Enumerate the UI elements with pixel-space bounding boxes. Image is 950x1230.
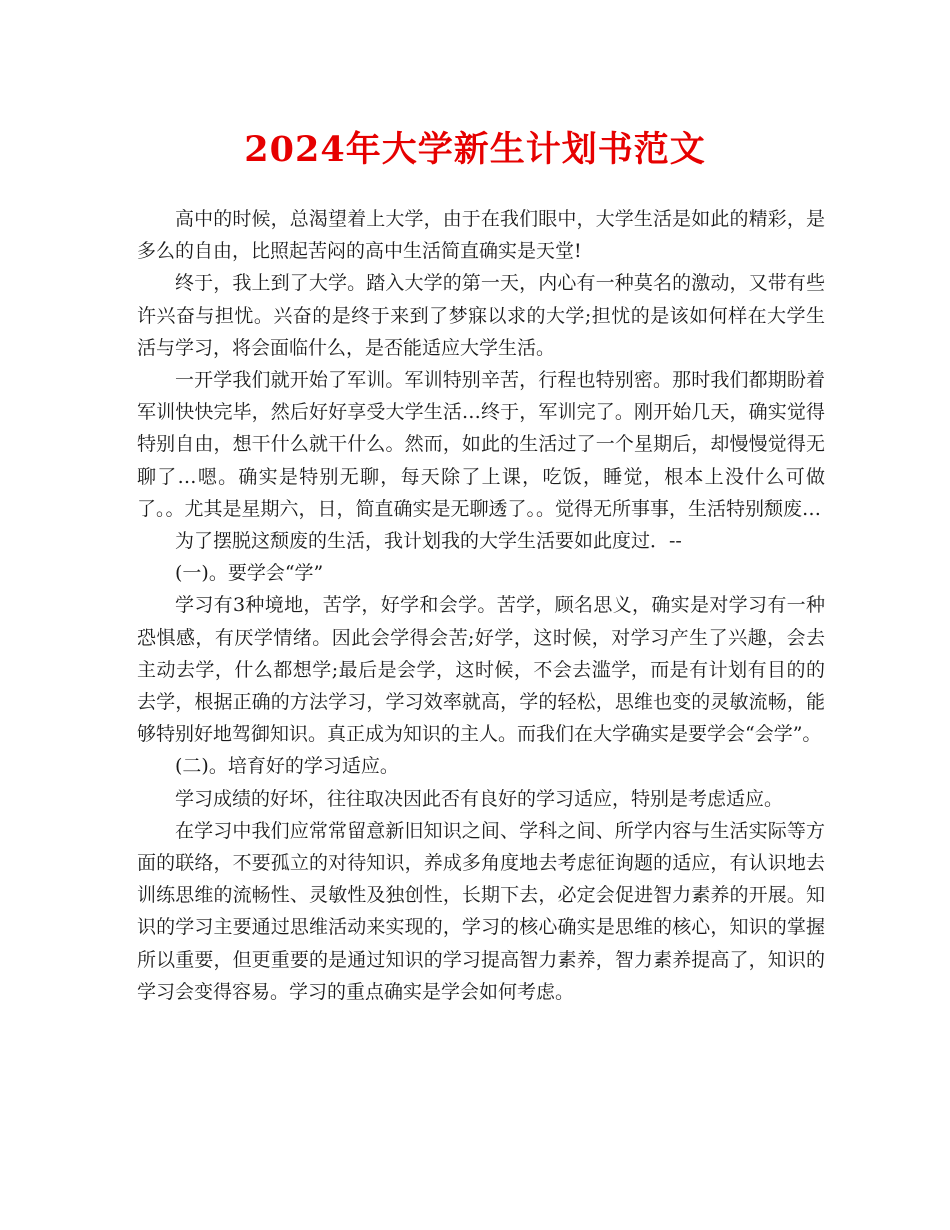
paragraph: 终于，我上到了大学。踏入大学的第一天，内心有一种莫名的激动，又带有些许兴奋与担忧。兴奋的是终于来到了梦寐以求的大学;担忧的是该如何样在大学生活与学习，将会面临什么，是否能适应大学生活。 <box>137 272 825 359</box>
section-heading: (二)。培育好的学习适应。 <box>175 755 399 778</box>
paragraph: 一开学我们就开始了军训。军训特别辛苦，行程也特别密。那时我们都期盼着军训快快完毕，然后好好享受大学生活…终于，军训完了。刚开始几天，确实觉得特别自由，想干什么就干什么。然而，如此的生活过了一个星期后，却慢慢觉得无聊了…嗯。确实是特别无聊，每天除了上课，吃饭，睡觉，根本上没什么可做了。。尤其是星期六，日，简直确实是无聊透了。。觉得无所事事，生活特别颓废… <box>137 369 825 520</box>
paragraph: 在学习中我们应常常留意新旧知识之间、学科之间、所学内容与生活实际等方面的联络，不要孤立的对待知识，养成多角度地去考虑征询题的适应，有认识地去训练思维的流畅性、灵敏性及独创性，长期下去，必定会促进智力素养的开展。知识的学习主要通过思维活动来实现的，学习的核心确实是思维的核心，知识的掌握所以重要，但更重要的是通过知识的学习提高智力素养，智力素养提高了，知识的学习会变得容易。学习的重点确实是学会如何考虑。 <box>137 819 825 1003</box>
section-heading: (一)。要学会“学” <box>175 562 324 585</box>
document-body <box>137 203 825 1008</box>
document-title: 2024年大学新生计划书范文 <box>244 129 706 170</box>
paragraph: 为了摆脱这颓废的生活，我计划我的大学生活要如此度过．-- <box>175 530 682 553</box>
paragraph: 学习有3种境地，苦学，好学和会学。苦学，顾名思义，确实是对学习有一种恐惧感，有厌学情绪。因此会学得会苦;好学，这时候，对学习产生了兴趣，会去主动去学，什么都想学;最后是会学，这时候，不会去滥学，而是有计划有目的的去学，根据正确的方法学习，学习效率就高，学的轻松，思维也变的灵敏流畅，能够特别好地驾御知识。真正成为知识的主人。而我们在大学确实是要学会“会学”。 <box>137 594 825 746</box>
paragraph: 高中的时候，总渴望着上大学，由于在我们眼中，大学生活是如此的精彩，是多么的自由，比照起苦闷的高中生活简直确实是天堂! <box>137 208 825 263</box>
paragraph: 学习成绩的好坏，往往取决因此否有良好的学习适应，特别是考虑适应。 <box>175 787 784 810</box>
